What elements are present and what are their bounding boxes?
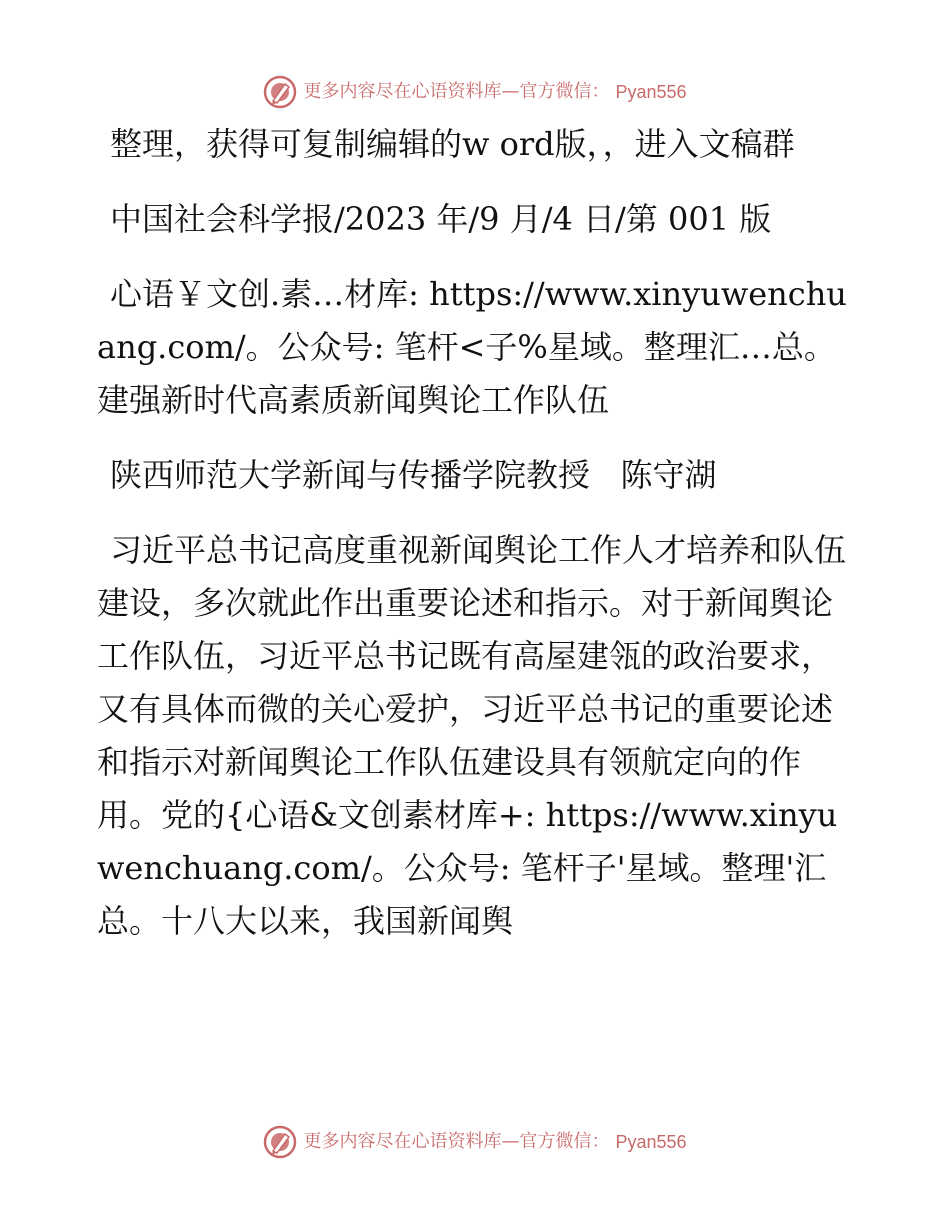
paragraph-author: 陕西师范大学新闻与传播学院教授 陈守湖 bbox=[110, 456, 717, 494]
watermark-wechat-id: Pyan556 bbox=[615, 82, 687, 102]
paragraph-source: 中国社会科学报/2023 年/9 月/4 日/第 001 版 bbox=[110, 200, 772, 238]
paragraph-title: 心语￥文创.素…材库: https://www.xinyuwenchuang.com/。公众号: 笔杆<子%星域。整理汇…总。建强新时代高素质新闻舆论工作队伍 bbox=[97, 275, 847, 419]
pen-logo-icon bbox=[263, 75, 297, 109]
document-body bbox=[97, 118, 857, 948]
pen-logo-icon bbox=[263, 1125, 297, 1159]
watermark-text: 更多内容尽在心语资料库—官方微信： bbox=[303, 1131, 610, 1152]
watermark-header bbox=[0, 75, 950, 109]
paragraph-body: 习近平总书记高度重视新闻舆论工作人才培养和队伍建设，多次就此作出重要论述和指示。对于新闻舆论工作队伍，习近平总书记既有高屋建瓴的政治要求，又有具体而微的关心爱护，习近平总书记的重要论述和指示对新闻舆论工作队伍建设具有领航定向的作用。党的{心语&文创素材库+: https://www.xinyuwenchuang.com/。公众号: 笔杆子'星域。整理'汇总。十八大以来，我国新闻舆 bbox=[97, 531, 847, 940]
watermark-wechat-id: Pyan556 bbox=[615, 1132, 687, 1152]
watermark-text: 更多内容尽在心语资料库—官方微信： bbox=[303, 81, 610, 102]
watermark-footer bbox=[0, 1125, 950, 1159]
paragraph-intro: 整理，获得可复制编辑的w ord版，，进入文稿群 bbox=[110, 125, 795, 163]
